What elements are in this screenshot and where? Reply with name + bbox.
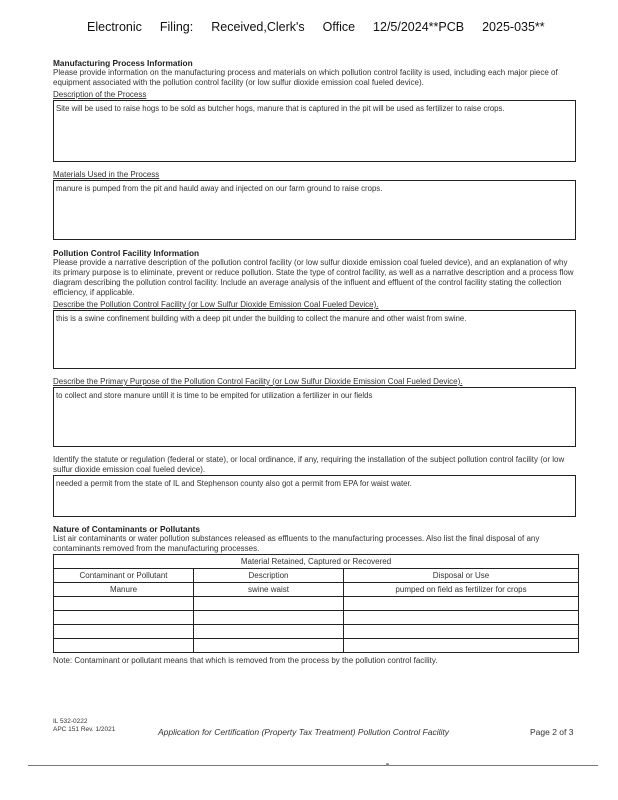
table-cell[interactable] xyxy=(194,611,344,625)
stamp-filing: Filing: xyxy=(159,20,194,34)
table-cell[interactable] xyxy=(344,611,579,625)
materials-field[interactable]: manure is pumped from the pit and hauld away and injected on our farm ground to raise crops. xyxy=(53,180,576,240)
table-cell[interactable]: Manure xyxy=(54,583,194,597)
table-row xyxy=(54,611,579,625)
table-row xyxy=(54,597,579,611)
statute-field[interactable]: needed a permit from the state of IL and Stephenson county also got a permit from EPA for waist water. xyxy=(53,475,576,517)
statute-label: Identify the statute or regulation (federal or state), or local ordinance, if any, requiring the installation of the subject pollution control facility (or low sulfur dioxide emission coal fueled device). xyxy=(53,455,565,474)
manufacturing-instructions: Please provide information on the manufacturing process and materials on which pollution control facility is used, including each major piece of equipment associated with the pollution control facility (or low sulfur dioxide emission coal fueled device). xyxy=(53,68,558,87)
pollution-instructions: Please provide a narrative description of the pollution control facility (or low sulfur dioxide emission coal fueled device), and an explanation of why its primary purpose is to eliminate, prevent or reduce pollution. State the type of control facility, as well as a narrative description and a process flow diagram describing the pollution control facility. Include an average analysis of the influent and effluent of the control facility stating the collection efficiency, if applicable. xyxy=(53,258,574,297)
process-description-field[interactable]: Site will be used to raise hogs to be sold as butcher hogs, manure that is captured in the pit will be used as fertilizer to raise crops. xyxy=(53,100,576,162)
process-description-label: Description of the Process xyxy=(53,90,147,99)
table-row xyxy=(54,583,579,597)
form-code-il: IL 532-0222 xyxy=(53,718,88,725)
table-header-cell: Disposal or Use xyxy=(344,569,579,583)
primary-purpose-label: Describe the Primary Purpose of the Pollution Control Facility (or Low Sulfur Dioxide Emission Coal Fueled Device). xyxy=(53,377,463,386)
form-code-apc: APC 151 Rev. 1/2021 xyxy=(53,726,116,733)
table-body xyxy=(54,583,579,653)
table-cell[interactable]: pumped on field as fertilizer for crops xyxy=(344,583,579,597)
contaminants-section-title: Nature of Contaminants or Pollutants xyxy=(53,524,201,534)
table-header-row xyxy=(54,569,579,583)
describe-facility-field[interactable]: this is a swine confinement building with a deep pit under the building to collect the manure and other waist from swine. xyxy=(53,310,576,369)
materials-label: Materials Used in the Process xyxy=(53,170,160,179)
table-cell[interactable] xyxy=(54,639,194,653)
stamp-office: Office xyxy=(322,20,356,34)
table-header-cell: Description xyxy=(194,569,344,583)
page-number: Page 2 of 3 xyxy=(530,727,574,737)
table-row xyxy=(54,639,579,653)
table-cell[interactable] xyxy=(194,625,344,639)
table-cell[interactable] xyxy=(344,625,579,639)
table-header-cell: Contaminant or Pollutant xyxy=(54,569,194,583)
table-cell[interactable] xyxy=(54,611,194,625)
manufacturing-section-title: Manufacturing Process Information xyxy=(53,58,193,68)
table-cell[interactable] xyxy=(344,639,579,653)
form-codes xyxy=(53,718,115,734)
stamp-received: Received,Clerk's xyxy=(211,20,305,34)
contaminants-instructions: List air contaminants or water pollution substances released as effluents to the manufacturing processes. Also list the final disposal of any contaminants removed from the manufacturing processes. xyxy=(53,534,540,553)
table-row xyxy=(54,625,579,639)
filing-stamp xyxy=(87,20,563,34)
stamp-electronic: Electronic xyxy=(87,20,142,34)
bottom-divider xyxy=(28,765,598,766)
table-cell[interactable] xyxy=(54,625,194,639)
table-cell[interactable] xyxy=(344,597,579,611)
table-cell[interactable] xyxy=(54,597,194,611)
stamp-case: 2025-035** xyxy=(482,20,545,34)
table-cell[interactable] xyxy=(194,597,344,611)
form-content xyxy=(53,58,576,666)
table-caption: Material Retained, Captured or Recovered xyxy=(54,555,579,569)
scan-mark xyxy=(386,763,389,766)
pollution-section-title: Pollution Control Facility Information xyxy=(53,248,200,258)
contaminant-note: Note: Contaminant or pollutant means that which is removed from the process by the pollution control facility. xyxy=(53,656,438,665)
describe-facility-label: Describe the Pollution Control Facility (or Low Sulfur Dioxide Emission Coal Fueled Device). xyxy=(53,300,379,309)
contaminants-table xyxy=(53,554,579,653)
primary-purpose-field[interactable]: to collect and store manure untill it is time to be empited for utilization a fertilizer in our fields xyxy=(53,387,576,447)
stamp-date: 12/5/2024**PCB xyxy=(373,20,465,34)
table-cell[interactable] xyxy=(194,639,344,653)
footer-form-title: Application for Certification (Property Tax Treatment) Pollution Control Facility xyxy=(158,727,450,737)
table-cell[interactable]: swine waist xyxy=(194,583,344,597)
